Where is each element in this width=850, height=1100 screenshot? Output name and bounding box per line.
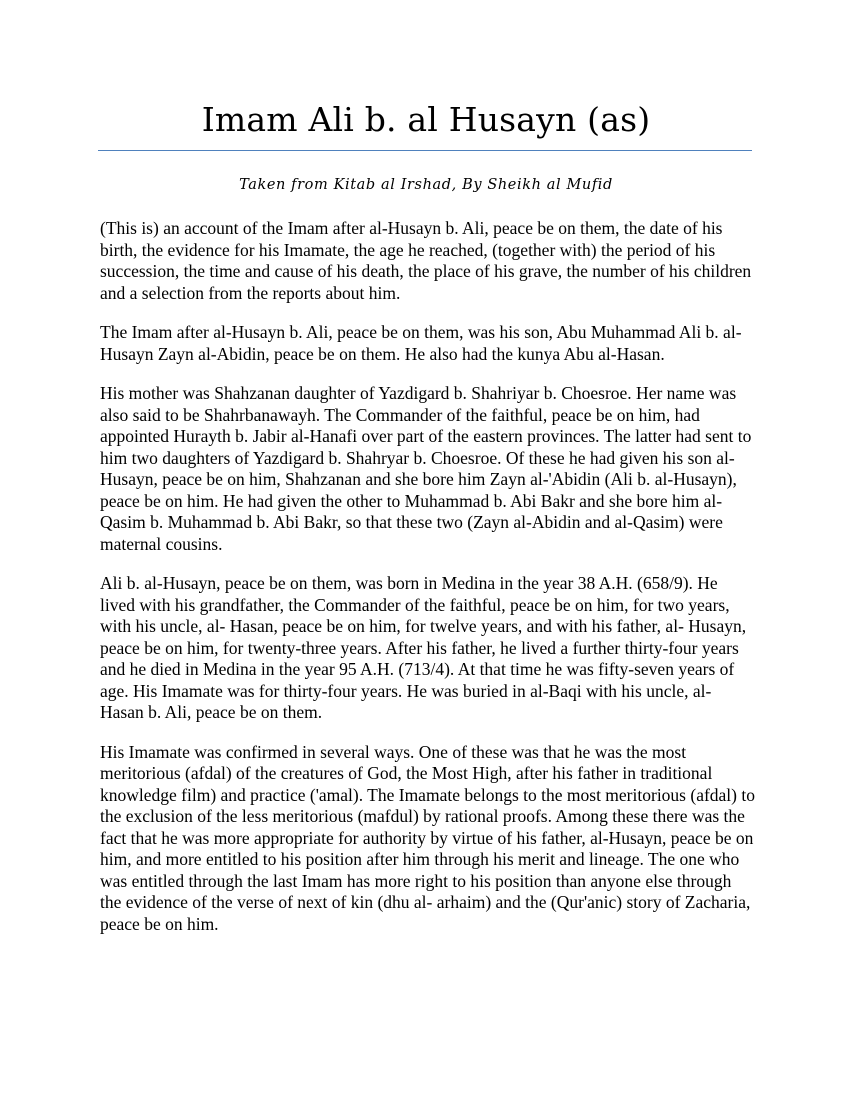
paragraph-intro: (This is) an account of the Imam after al-Husayn b. Ali, peace be on them, the date of his birth, the evidence for his Imamate, the age he reached, (together with) the period of his succession, the time and cause of his death, the place of his grave, the number of his children and a selection from the reports about him.: [100, 218, 752, 303]
paragraph-mother: His mother was Shahzanan daughter of Yazdigard b. Shahriyar b. Choesroe. Her name was also said to be Shahrbanawayh. The Commander of the faithful, peace be on him, had appointed Hurayth b. Jabir al-Hanafi over part of the eastern provinces. The latter had sent to him two daughters of Yazdigard b. Shahryar b. Choesroe. Of these he had given his son al-Husayn, peace be on him, Shahzanan and she bore him Zayn al-'Abidin (Ali b. al-Husayn), peace be on him. He had given the other to Muhammad b. Abi Bakr and she bore him al-Qasim b. Muhammad b. Abi Bakr, so that these two (Zayn al-Abidin and al-Qasim) were maternal cousins.: [100, 383, 752, 554]
title-underline-rule: [98, 150, 752, 151]
document-title: Imam Ali b. al Husayn (as): [201, 100, 651, 139]
paragraph-imam-succession: The Imam after al-Husayn b. Ali, peace be on them, was his son, Abu Muhammad Ali b. al-Husayn Zayn al-Abidin, peace be on them. He also had the kunya Abu al-Hasan.: [100, 322, 742, 364]
document-body: [100, 218, 755, 953]
paragraph-birth-and-life: Ali b. al-Husayn, peace be on them, was born in Medina in the year 38 A.H. (658/9). He lived with his grandfather, the Commander of the faithful, peace be on him, for two years, with his uncle, al- Hasan, peace be on him, for twelve years, and with his father, al- Husayn, peace be on him, for twenty-three years. After his father, he lived a further thirty-four years and he died in Medina in the year 95 A.H. (713/4). At that time he was fifty-seven years of age. His Imamate was for thirty-four years. He was buried in al-Baqi with his uncle, al-Hasan b. Ali, peace be on them.: [100, 573, 747, 722]
paragraph-imamate-proofs: His Imamate was confirmed in several ways. One of these was that he was the most meritorious (afdal) of the creatures of God, the Most High, after his father in traditional knowledge film) and practice ('amal). The Imamate belongs to the most meritorious (afdal) to the exclusion of the less meritorious (mafdul) by rational proofs. Among these there was the fact that he was more appropriate for authority by virtue of his father, al-Husayn, peace be on him, and more entitled to his position after him through his merit and lineage. The one who was entitled through the last Imam has more right to his position than anyone else through the evidence of the verse of next of kin (dhu al- arhaim) and the (Qur'anic) story of Zacharia, peace be on him.: [100, 741, 755, 934]
document-subtitle: Taken from Kitab al Irshad, By Sheikh al Mufid: [239, 177, 613, 193]
